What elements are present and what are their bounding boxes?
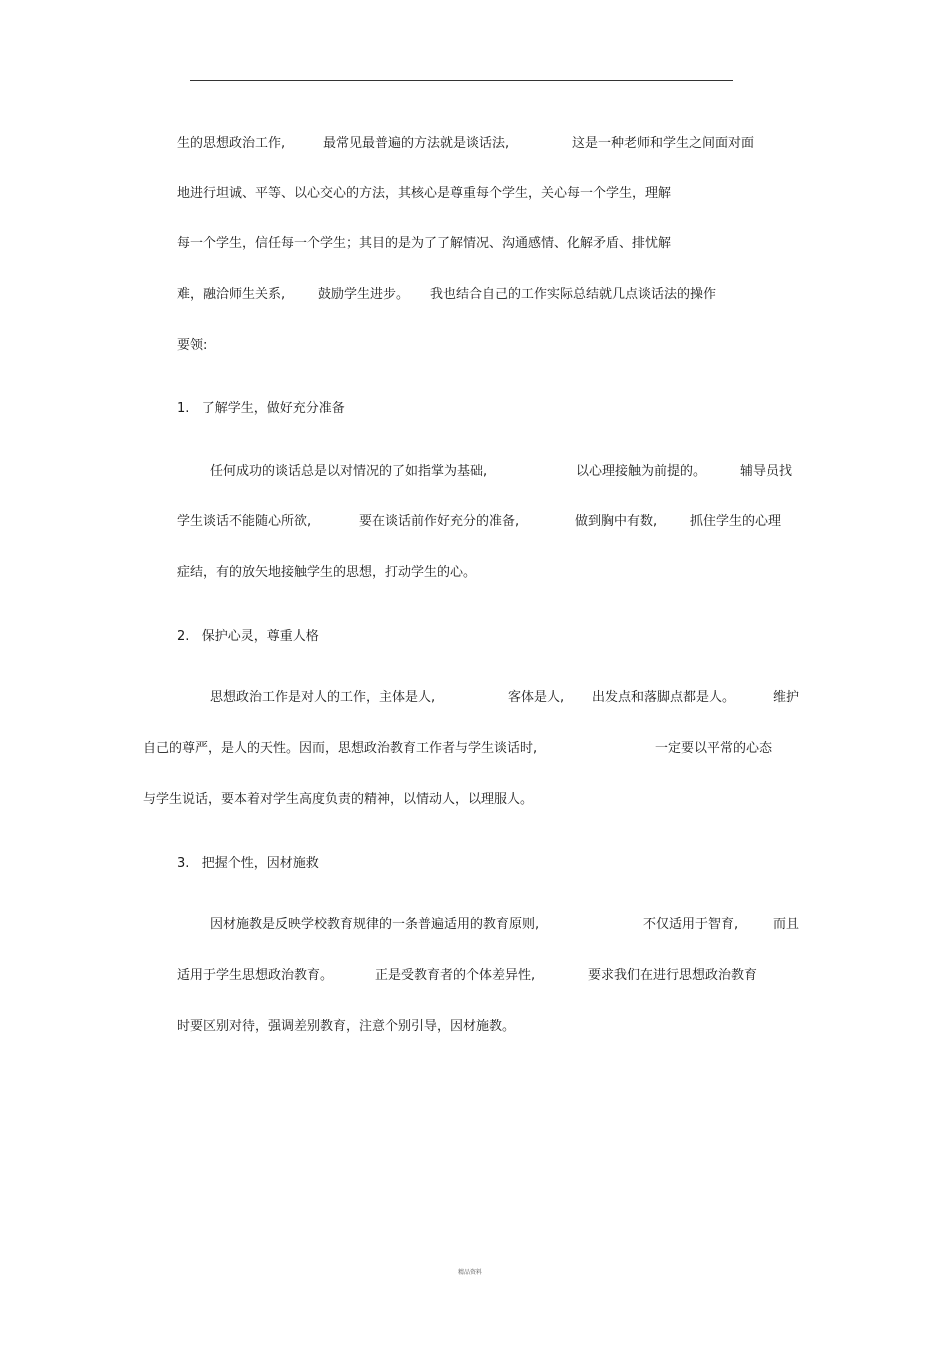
section-3-heading: 3. 把握个性，因材施救	[177, 856, 319, 871]
section-3-line-1-seg-2: 不仅适用于智育,	[643, 917, 739, 932]
section-1-line-1-seg-3: 辅导员找	[740, 464, 793, 479]
section-2-line-3: 与学生说话，要本着对学生高度负责的精神，以情动人，以理服人。	[143, 792, 534, 807]
section-2-line-2-seg-2: 一定要以平常的心态	[655, 741, 773, 756]
intro-line-5: 要领:	[177, 338, 208, 353]
section-3-line-2-seg-3: 要求我们在进行思想政治教育	[588, 968, 758, 983]
section-1-line-2-seg-1: 学生谈话不能随心所欲,	[177, 514, 312, 529]
intro-line-1-seg-3: 这是一种老师和学生之间面对面	[572, 136, 755, 151]
section-2-line-1-seg-3: 出发点和落脚点都是人。	[592, 690, 736, 705]
intro-line-2: 地进行坦诚、平等、以心交心的方法，其核心是尊重每个学生，关心每一个学生，理解	[177, 186, 672, 201]
intro-line-4-seg-3: 我也结合自己的工作实际总结就几点谈话法的操作	[430, 287, 717, 302]
header-rule	[190, 80, 733, 81]
section-2-line-1-seg-4: 维护	[773, 690, 800, 705]
section-2-line-1-seg-2: 客体是人,	[508, 690, 565, 705]
intro-line-1-seg-1: 生的思想政治工作,	[177, 136, 286, 151]
section-3-line-1-seg-1: 因材施教是反映学校教育规律的一条普遍适用的教育原则,	[210, 917, 540, 932]
section-3-line-3: 时要区别对待，强调差别教育，注意个别引导，因材施教。	[177, 1019, 516, 1034]
section-3-line-2-seg-2: 正是受教育者的个体差异性,	[375, 968, 536, 983]
intro-line-3: 每一个学生，信任每一个学生；其目的是为了了解情况、沟通感情、化解矛盾、排忧解	[177, 236, 672, 251]
section-1-line-2-seg-4: 抓住学生的心理	[690, 514, 782, 529]
intro-line-1-seg-2: 最常见最普遍的方法就是谈话法,	[323, 136, 510, 151]
section-1-line-3: 症结，有的放矢地接触学生的思想，打动学生的心。	[177, 565, 477, 580]
intro-line-4-seg-2: 鼓励学生进步。	[318, 287, 410, 302]
section-3-line-1-seg-3: 而且	[773, 917, 800, 932]
section-1-line-1-seg-1: 任何成功的谈话总是以对情况的了如指掌为基础,	[210, 464, 488, 479]
section-2-line-2-seg-1: 自己的尊严，是人的天性。因而，思想政治教育工作者与学生谈话时,	[143, 741, 538, 756]
section-2-heading: 2. 保护心灵，尊重人格	[177, 629, 319, 644]
section-1-line-1-seg-2: 以心理接触为前提的。	[576, 464, 707, 479]
section-1-heading: 1. 了解学生，做好充分准备	[177, 401, 345, 416]
page-footer: 精品资料	[458, 1269, 483, 1276]
section-1-line-2-seg-3: 做到胸中有数,	[575, 514, 658, 529]
section-1-line-2-seg-2: 要在谈话前作好充分的准备,	[359, 514, 520, 529]
intro-line-4-seg-1: 难，融洽师生关系,	[177, 287, 286, 302]
section-2-line-1-seg-1: 思想政治工作是对人的工作，主体是人,	[210, 690, 436, 705]
section-3-line-2-seg-1: 适用于学生思想政治教育。	[177, 968, 334, 983]
